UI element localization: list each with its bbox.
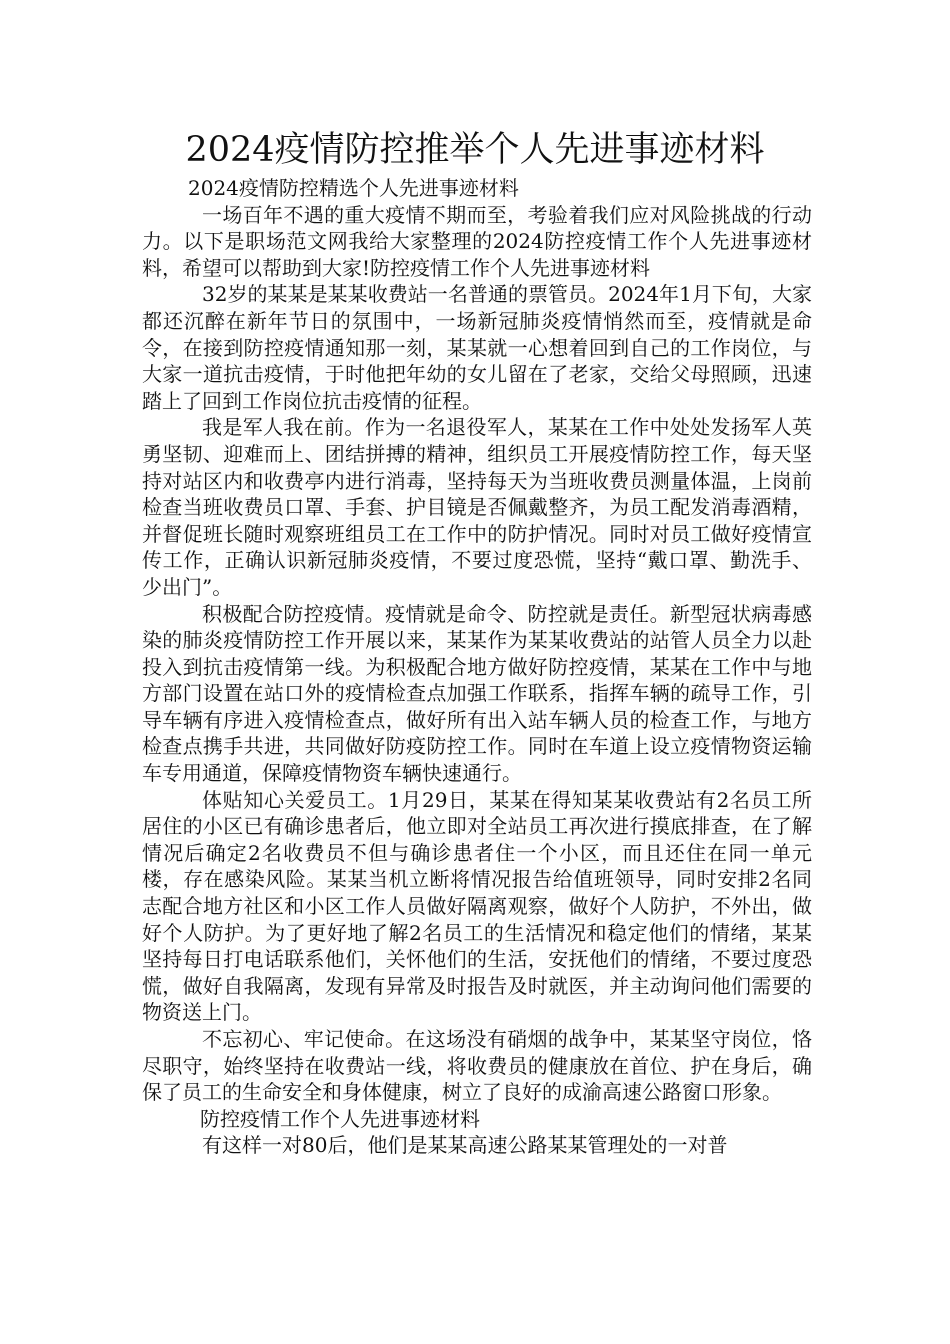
paragraph-last: 有这样一对80后，他们是某某高速公路某某管理处的一对普 <box>202 1133 728 1158</box>
paragraph-mission: 不忘初心、牢记使命。在这场没有硝烟的战争中，某某坚守岗位，恪尽职守，始终坚持在收费站一线，将收费员的健康放在首位、护在身后，确保了员工的生命安全和身体健康，树立了良好的成渝高速公路窗口形象。 <box>142 1027 812 1105</box>
section-heading: 防控疫情工作个人先进事迹材料 <box>200 1106 480 1131</box>
paragraph-care: 体贴知心关爱员工。1月29日，某某在得知某某收费站有2名员工所居住的小区已有确诊患者后，他立即对全站员工再次进行摸底排查，在了解情况后确定2名收费员不但与确诊患者住一个小区，而且还住在同一单元楼，存在感染风险。某某当机立断将情况报告给值班领导，同时安排2名同志配合地方社区和小区工作人员做好隔离观察，做好个人防护，不外出，做好个人防护。为了更好地了解2名员工的生活情况和稳定他们的情绪，某某坚持每日打电话联系他们，关怀他们的生活，安抚他们的情绪，不要过度恐慌，做好自我隔离，发现有异常及时报告及时就医，并主动询问他们需要的物资送上门。 <box>142 787 812 1025</box>
document-subtitle: 2024疫情防控精选个人先进事迹材料 <box>188 176 519 200</box>
paragraph-cooperation: 积极配合防控疫情。疫情就是命令、防控就是责任。新型冠状病毒感染的肺炎疫情防控工作开展以来，某某作为某某收费站的站管人员全力以赴投入到抗击疫情第一线。为积极配合地方做好防控疫情，某某在工作中与地方部门设置在站口外的疫情检查点加强工作联系，指挥车辆的疏导工作，引导车辆有序进入疫情检查点，做好所有出入站车辆人员的检查工作，与地方检查点携手共进，共同做好防疫防控工作。同时在车道上设立疫情物资运输车专用通道，保障疫情物资车辆快速通行。 <box>142 601 812 786</box>
paragraph-intro: 一场百年不遇的重大疫情不期而至，考验着我们应对风险挑战的行动力。以下是职场范文网我给大家整理的2024防控疫情工作个人先进事迹材料，希望可以帮助到大家!防控疫情工作个人先进事迹材料 <box>142 202 812 280</box>
document-body <box>142 175 812 1159</box>
document-title: 2024疫情防控推举个人先进事迹材料 <box>185 130 765 170</box>
paragraph-background: 32岁的某某是某某收费站一名普通的票管员。2024年1月下旬，大家都还沉醉在新年节日的氛围中，一场新冠肺炎疫情悄然而至，疫情就是命令，在接到防控疫情通知那一刻，某某就一心想着回到自己的工作岗位，与大家一道抗击疫情，于时他把年幼的女儿留在了老家，交给父母照顾，迅速踏上了回到工作岗位抗击疫情的征程。 <box>142 282 812 413</box>
paragraph-veteran: 我是军人我在前。作为一名退役军人，某某在工作中处处发扬军人英勇坚韧、迎难而上、团结拼搏的精神，组织员工开展疫情防控工作，每天坚持对站区内和收费亭内进行消毒，坚持每天为当班收费员测量体温，上岗前检查当班收费员口罩、手套、护目镜是否佩戴整齐，为员工配发消毒酒精，并督促班长随时观察班组员工在工作中的防护情况。同时对员工做好疫情宣传工作，正确认识新冠肺炎疫情，不要过度恐慌，坚持“戴口罩、勤洗手、少出门”。 <box>142 415 812 599</box>
